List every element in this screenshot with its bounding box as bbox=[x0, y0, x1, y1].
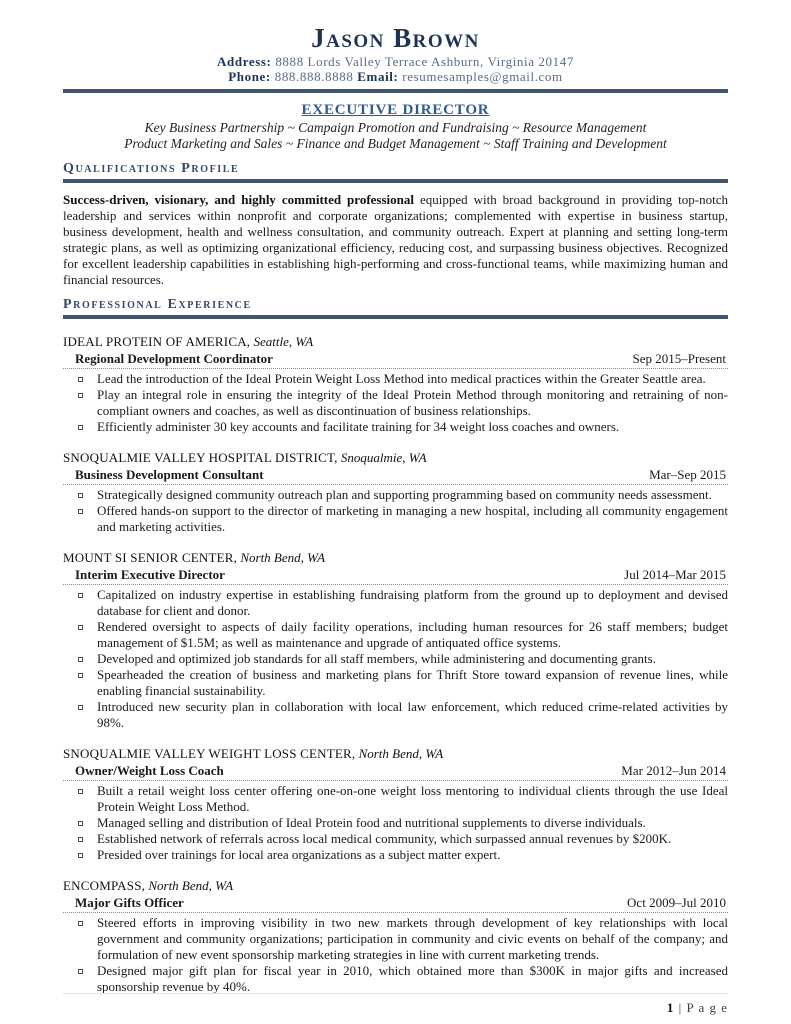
bullet-square-icon bbox=[63, 387, 97, 419]
phone-label: Phone: bbox=[228, 69, 271, 84]
job-company-line bbox=[63, 877, 728, 894]
company-name: SNOQUALMIE VALLEY HOSPITAL DISTRICT, bbox=[63, 450, 338, 465]
job-bullets bbox=[63, 587, 728, 731]
job-title-row bbox=[63, 350, 728, 369]
job-company-line bbox=[63, 333, 728, 350]
bullet-square-icon bbox=[63, 699, 97, 731]
phone-value: 888.888.8888 bbox=[274, 69, 354, 84]
bullet-square-icon bbox=[63, 371, 97, 387]
bullet-item bbox=[63, 619, 728, 651]
bullet-text: Play an integral role in ensuring the integrity of the Ideal Protein Method through monitoring and retraining of non-compliant owners and coaches, as well as discontinuation of business relationships. bbox=[97, 387, 728, 418]
candidate-name: Jason Brown bbox=[311, 23, 480, 53]
footer-separator: | bbox=[678, 1000, 683, 1015]
phone-email-line bbox=[63, 69, 728, 84]
bullet-item bbox=[63, 831, 728, 847]
job-title-row bbox=[63, 566, 728, 585]
page-number: 1 bbox=[666, 1000, 675, 1015]
bullet-square-icon bbox=[63, 847, 97, 863]
qualifications-heading-block bbox=[63, 161, 728, 183]
bullet-square-icon bbox=[63, 963, 97, 995]
address-label: Address: bbox=[217, 54, 272, 69]
bullet-text: Offered hands-on support to the director of marketing in managing a new hospital, including all community engagement and marketing activities. bbox=[97, 503, 728, 534]
bullet-square-icon bbox=[63, 487, 97, 503]
company-name: MOUNT SI SENIOR CENTER, bbox=[63, 550, 238, 565]
bullet-square-icon bbox=[63, 503, 97, 535]
job-bullets bbox=[63, 371, 728, 435]
job-company-line bbox=[63, 549, 728, 566]
bullet-square-icon bbox=[63, 667, 97, 699]
job-bullets bbox=[63, 783, 728, 863]
job-title-row bbox=[63, 894, 728, 913]
job-title: Owner/Weight Loss Coach bbox=[75, 763, 224, 778]
section-divider bbox=[63, 179, 728, 183]
job-bullets bbox=[63, 915, 728, 995]
bullet-text: Established network of referrals across local medical community, which surpassed annual revenues by $200K. bbox=[97, 831, 672, 846]
bullet-text: Efficiently administer 30 key accounts and facilitate training for 34 weight loss coaches and owners. bbox=[97, 419, 620, 434]
job-title-row bbox=[63, 762, 728, 781]
job-title-row bbox=[63, 466, 728, 485]
experience-heading: Professional Experience bbox=[63, 297, 252, 312]
bullet-square-icon bbox=[63, 831, 97, 847]
bullet-text: Spearheaded the creation of business and marketing plans for Thrift Store toward expansion of revenue lines, while enabling financial sustainability. bbox=[97, 667, 728, 698]
job-dates: Oct 2009–Jul 2010 bbox=[627, 895, 726, 910]
job-entry bbox=[63, 549, 728, 731]
job-company-line bbox=[63, 449, 728, 466]
job-dates: Sep 2015–Present bbox=[632, 351, 726, 366]
job-dates: Mar 2012–Jun 2014 bbox=[621, 763, 726, 778]
address-line bbox=[63, 54, 728, 69]
company-location: North Bend, WA bbox=[240, 550, 326, 565]
company-location: Snoqualmie, WA bbox=[340, 450, 427, 465]
bullet-item bbox=[63, 419, 728, 435]
bullet-text: Designed major gift plan for fiscal year in 2010, which obtained more than $300K in major gifts and increased sponsorship revenue by 40%. bbox=[97, 963, 728, 994]
bullet-item bbox=[63, 963, 728, 995]
bullet-item bbox=[63, 915, 728, 963]
qualifications-lead: Success-driven, visionary, and highly committed professional bbox=[63, 192, 414, 207]
bullet-item bbox=[63, 847, 728, 863]
header-divider bbox=[63, 89, 728, 93]
bullet-square-icon bbox=[63, 419, 97, 435]
job-title: Interim Executive Director bbox=[75, 567, 225, 582]
bullet-text: Built a retail weight loss center offering one-on-one weight loss mentoring to individual clients through the use Ideal Protein Weight Loss Method. bbox=[97, 783, 728, 814]
job-title: Major Gifts Officer bbox=[75, 895, 184, 910]
company-name: ENCOMPASS, bbox=[63, 878, 146, 893]
qualifications-body: equipped with broad background in providing top-notch leadership and services within nonprofit and corporate organizations; complemented with expertise in business startup, business development, health and wellness consultation, and community outreach. Expert at planning and setting long-term strategic plans, as well as optimizing organizational efficiency, reducing cost, and surpassing business objectives. Recognized for excellent leadership capabilities in establishing high-performing and cross-functional teams, while maximizing human and financial resources. bbox=[63, 192, 728, 287]
bullet-text: Introduced new security plan in collaboration with local law enforcement, which reduced crime-related activities by 98%. bbox=[97, 699, 728, 730]
job-title: Business Development Consultant bbox=[75, 467, 264, 482]
bullet-text: Steered efforts in improving visibility in two new markets through development of key relationships with local government and community organizations; participation in community and civic events on behalf of the company; and formulation of new event sponsorship marketing strategies in line with current marketing trends. bbox=[97, 915, 728, 962]
bullet-square-icon bbox=[63, 815, 97, 831]
job-bullets bbox=[63, 487, 728, 535]
company-location: Seattle, WA bbox=[253, 334, 314, 349]
job-title: Regional Development Coordinator bbox=[75, 351, 273, 366]
bullet-item bbox=[63, 783, 728, 815]
bullet-text: Developed and optimized job standards for all staff members, while administering and documenting grants. bbox=[97, 651, 656, 666]
bullet-text: Managed selling and distribution of Ideal Protein food and nutritional supplements to diverse individuals. bbox=[97, 815, 646, 830]
job-dates: Mar–Sep 2015 bbox=[649, 467, 726, 482]
bullet-square-icon bbox=[63, 651, 97, 667]
bullet-item bbox=[63, 371, 728, 387]
footer-label: P a g e bbox=[686, 1000, 728, 1015]
role-title-line bbox=[63, 101, 728, 120]
resume-header bbox=[63, 22, 728, 152]
page-footer bbox=[667, 1000, 728, 1015]
job-entry bbox=[63, 745, 728, 863]
bullet-square-icon bbox=[63, 915, 97, 963]
bullet-square-icon bbox=[63, 587, 97, 619]
section-divider bbox=[63, 315, 728, 319]
company-location: North Bend, WA bbox=[358, 746, 444, 761]
job-dates: Jul 2014–Mar 2015 bbox=[624, 567, 726, 582]
qualifications-heading: Qualifications Profile bbox=[63, 161, 240, 176]
company-location: North Bend, WA bbox=[148, 878, 234, 893]
bullet-text: Presided over trainings for local area organizations as a subject matter expert. bbox=[97, 847, 501, 862]
bullet-item bbox=[63, 815, 728, 831]
bullet-item bbox=[63, 651, 728, 667]
qualifications-paragraph bbox=[63, 192, 728, 288]
bullet-text: Rendered oversight to aspects of daily facility operations, including human resources for 26 staff members; budget management of $1.5M; as well as maintenance and upgrade of antiquated office systems. bbox=[97, 619, 728, 650]
bullet-item bbox=[63, 487, 728, 503]
bullet-text: Lead the introduction of the Ideal Protein Weight Loss Method into medical practices within the Greater Seattle area. bbox=[97, 371, 706, 386]
job-entry bbox=[63, 333, 728, 435]
keywords-line-1: Key Business Partnership ~ Campaign Promotion and Fundraising ~ Resource Management bbox=[144, 120, 647, 135]
company-name: SNOQUALMIE VALLEY WEIGHT LOSS CENTER, bbox=[63, 746, 356, 761]
experience-heading-block bbox=[63, 297, 728, 319]
job-entry bbox=[63, 877, 728, 995]
bullet-item bbox=[63, 387, 728, 419]
bullet-text: Capitalized on industry expertise in establishing fundraising platform from the ground up to deployment and devised database for client and donor. bbox=[97, 587, 728, 618]
role-title: EXECUTIVE DIRECTOR bbox=[301, 102, 490, 118]
bullet-item bbox=[63, 667, 728, 699]
bullet-item bbox=[63, 503, 728, 535]
qualifications-section bbox=[63, 161, 728, 288]
email-value: resumesamples@gmail.com bbox=[402, 69, 563, 84]
footer-divider bbox=[63, 993, 728, 994]
bullet-item bbox=[63, 587, 728, 619]
bullet-square-icon bbox=[63, 619, 97, 651]
address-value: 8888 Lords Valley Terrace Ashburn, Virginia 20147 bbox=[275, 54, 574, 69]
job-entry bbox=[63, 449, 728, 535]
keywords-line-2: Product Marketing and Sales ~ Finance and Budget Management ~ Staff Training and Development bbox=[124, 136, 667, 151]
email-label: Email: bbox=[357, 69, 399, 84]
bullet-item bbox=[63, 699, 728, 731]
experience-section bbox=[63, 297, 728, 995]
job-company-line bbox=[63, 745, 728, 762]
company-name: IDEAL PROTEIN OF AMERICA, bbox=[63, 334, 251, 349]
bullet-square-icon bbox=[63, 783, 97, 815]
bullet-text: Strategically designed community outreach plan and supporting programming based on community needs assessment. bbox=[97, 487, 712, 502]
